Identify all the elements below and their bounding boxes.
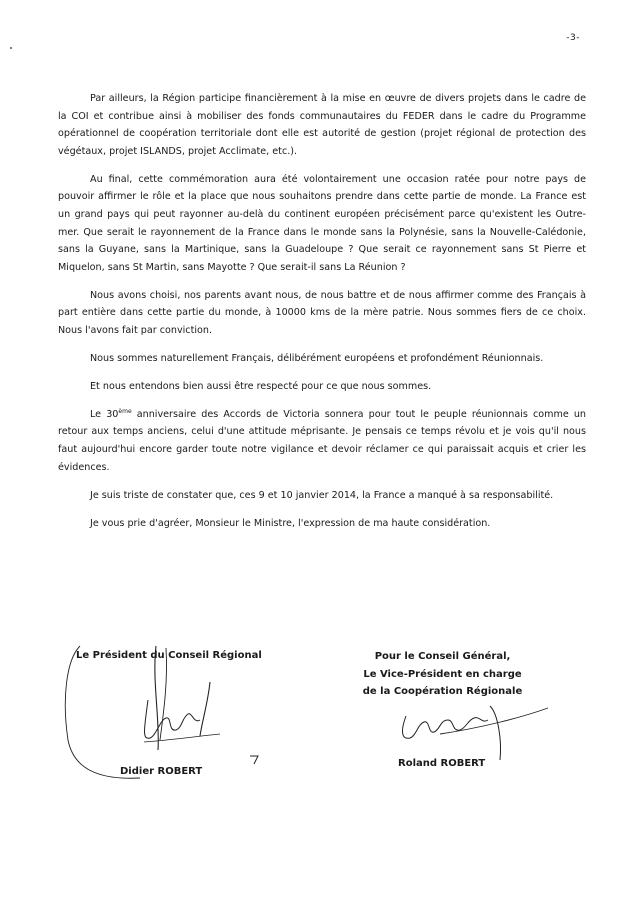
- signature-block-left: [60, 640, 310, 800]
- paragraph-commemoration: Au final, cette commémoration aura été volontairement une occasion ratée pour notre pays de pouvoir affirmer le rôle et la place que nous souhaitons prendre dans cette partie de monde. La France est un grand pays qui peut rayonner au-delà du continent européen précisément parce qu'existent les Outre-mer. Que serait le rayonnement de la France dans le monde sans la Polynésie, sans la Nouvelle-Calédonie, sans la Guyane, sans la Martinique, sans la Guadeloupe ? Que serait ce rayonnement sans St Pierre et Miquelon, sans St Martin, sans Mayotte ? Que serait-il sans La Réunion ?: [58, 173, 586, 273]
- paragraph-closing: Je vous prie d'agréer, Monsieur le Ministre, l'expression de ma haute considération.: [90, 517, 491, 529]
- anniversary-rest: anniversaire des Accords de Victoria sonnera pour tout le peuple réunionnais comme un retour aux temps anciens, celui d'une attitude méprisante. Je pensais ce temps révolu et je vois qu'il nous faut aujourd'hui encore garder toute notre vigilance et devoir réclamer ce qui paraissait acquis et crier les évidences.: [58, 408, 586, 473]
- paragraph-anniversary: [58, 406, 586, 476]
- anniversary-prefix: Le 30: [90, 408, 119, 420]
- paragraph-choice: Nous avons choisi, nos parents avant nous, de nous battre et de nous affirmer comme des Français à part entière dans cette partie du monde, à 10000 kms de la mère patrie. Nous sommes fiers de ce choix. Nous l'avons fait par conviction.: [58, 289, 586, 336]
- signature-block-right: [330, 640, 580, 800]
- page-number: -3-: [566, 33, 580, 43]
- signatory-line-2: Le Vice-Président en charge: [363, 668, 522, 680]
- letter-body: [58, 90, 586, 543]
- scan-mark: [10, 47, 12, 49]
- anniversary-superscript: ème: [118, 407, 132, 415]
- paragraph-sad: Je suis triste de constater que, ces 9 et 10 janvier 2014, la France a manqué à sa responsabilité.: [90, 489, 554, 501]
- paragraph-identity: Nous sommes naturellement Français, délibérément européens et profondément Réunionnais.: [90, 352, 544, 364]
- signatory-title-left: Le Président du Conseil Régional: [76, 650, 262, 661]
- signatory-line-3: de la Coopération Régionale: [362, 686, 523, 697]
- signatory-name-left: Didier ROBERT: [120, 766, 203, 777]
- paragraph-region-funding: Par ailleurs, la Région participe financièrement à la mise en œuvre de divers projets dans le cadre de la COI et contribue ainsi à mobiliser des fonds communautaires du FEDER dans le cadre du Programme opérationnel de coopération territoriale dont elle est autorité de gestion (projet régional de protection des végétaux, projet ISLANDS, projet Acclimate, etc.).: [58, 93, 586, 157]
- signatory-name-right: Roland ROBERT: [398, 758, 486, 769]
- signatory-line-1: Pour le Conseil Général,: [374, 651, 511, 662]
- paragraph-respect: Et nous entendons bien aussi être respecté pour ce que nous sommes.: [90, 380, 432, 392]
- handwritten-signature-roland-robert: [330, 640, 580, 800]
